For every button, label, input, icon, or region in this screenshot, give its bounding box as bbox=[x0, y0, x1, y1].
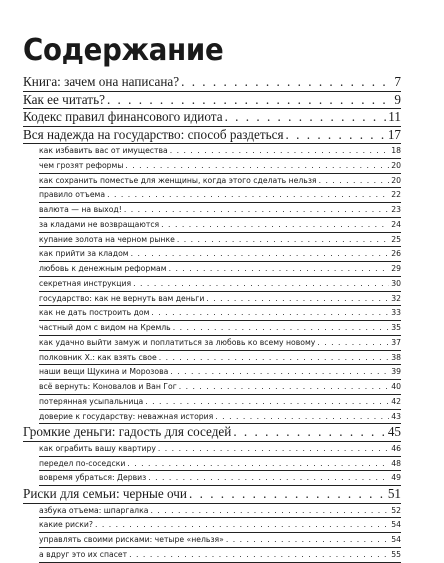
toc-entry-title: управлять своими рисками: четыре «нельзя» bbox=[39, 535, 224, 544]
dot-leader bbox=[95, 518, 389, 532]
toc-section[interactable] bbox=[39, 504, 401, 519]
toc-entry-title: купание золота на черном рынке bbox=[39, 234, 175, 244]
toc-entry-title: как сохранить поместье для женщины, когда этого сделать нельзя bbox=[39, 175, 317, 185]
toc-entry-page: 55 bbox=[391, 549, 401, 559]
toc-section[interactable] bbox=[39, 277, 401, 292]
dot-leader bbox=[179, 380, 389, 394]
toc-entry-title: доверие к государству: неважная история bbox=[39, 411, 214, 421]
toc-entry-title: как прийти за кладом bbox=[39, 249, 129, 259]
toc-entry-title: Кодекс правил финансового идиота bbox=[23, 109, 223, 124]
toc-section[interactable] bbox=[39, 306, 401, 321]
toc-chapter[interactable] bbox=[23, 109, 401, 127]
toc-section[interactable] bbox=[39, 144, 401, 159]
toc-chapter[interactable] bbox=[23, 486, 401, 504]
toc-section[interactable] bbox=[39, 548, 401, 563]
toc-entry-title: валюта — на выход! bbox=[39, 205, 122, 214]
dot-leader bbox=[133, 277, 389, 291]
toc-entry-page: 20 bbox=[391, 160, 401, 170]
dot-leader bbox=[127, 457, 389, 471]
toc-section[interactable] bbox=[39, 262, 401, 277]
dot-leader bbox=[124, 203, 389, 217]
toc-entry-title: Риски для семьи: черные очи bbox=[23, 486, 187, 501]
toc-section[interactable] bbox=[39, 351, 401, 366]
toc-chapter[interactable] bbox=[23, 74, 401, 92]
toc-chapter[interactable] bbox=[23, 424, 401, 442]
toc-entry-page: 49 bbox=[391, 473, 401, 483]
toc-entry-page: 11 bbox=[388, 109, 401, 124]
dot-leader bbox=[107, 188, 389, 202]
toc-entry-title: как не дать построить дом bbox=[39, 308, 150, 318]
toc-entry-title: как ограбить вашу квартиру bbox=[39, 443, 156, 453]
toc-chapter[interactable] bbox=[23, 92, 401, 110]
toc-section[interactable] bbox=[39, 410, 401, 425]
toc-entry-title: государство: как не вернуть вам деньги bbox=[39, 293, 205, 303]
toc-section[interactable] bbox=[39, 471, 401, 486]
dot-leader bbox=[169, 262, 390, 276]
dot-leader bbox=[107, 92, 392, 109]
toc-section[interactable] bbox=[39, 174, 401, 189]
toc-section[interactable] bbox=[39, 292, 401, 307]
toc-entry-page: 39 bbox=[391, 367, 401, 377]
toc-entry-title: правило отъема bbox=[39, 190, 106, 200]
toc-entry-title: потерянная усыпальница bbox=[39, 396, 144, 406]
dot-leader bbox=[151, 306, 389, 320]
toc-entry-page: 45 bbox=[387, 424, 401, 440]
toc-entry-page: 35 bbox=[391, 323, 401, 332]
toc-entry-title: всё вернуть: Коновалов и Ван Гог bbox=[39, 382, 177, 391]
toc-entry-page: 48 bbox=[391, 458, 401, 468]
toc-section[interactable] bbox=[39, 247, 401, 262]
dot-leader bbox=[206, 292, 389, 306]
toc-entry-page: 51 bbox=[387, 486, 401, 501]
toc-entry-title: любовь к денежным реформам bbox=[39, 264, 167, 273]
toc-entry-title: вовремя убраться: Дервиз bbox=[39, 473, 147, 483]
toc-section[interactable] bbox=[39, 233, 401, 248]
toc-section[interactable] bbox=[39, 365, 401, 380]
toc-entry-page: 40 bbox=[391, 382, 401, 391]
toc-entry-page: 33 bbox=[391, 308, 401, 318]
toc-entry-page: 38 bbox=[391, 352, 401, 362]
dot-leader bbox=[317, 336, 389, 350]
page-title: Содержание bbox=[23, 33, 224, 68]
toc-entry-title: а вдруг это их спасет bbox=[39, 549, 128, 559]
dot-leader bbox=[150, 504, 389, 518]
toc-entry-page: 54 bbox=[391, 520, 401, 530]
toc-entry-page: 26 bbox=[391, 249, 401, 259]
toc-entry-page: 29 bbox=[391, 264, 401, 273]
toc-entry-page: 32 bbox=[391, 293, 401, 303]
toc-section[interactable] bbox=[39, 380, 401, 395]
toc-section[interactable] bbox=[39, 457, 401, 472]
dot-leader bbox=[129, 548, 389, 562]
toc-entry-title: Громкие деньги: гадость для соседей bbox=[23, 424, 232, 440]
dot-leader bbox=[226, 533, 389, 547]
toc-entry-title: Книга: зачем она написана? bbox=[23, 74, 180, 89]
toc-entry-page: 25 bbox=[391, 234, 401, 244]
toc-entry-page: 22 bbox=[391, 190, 401, 200]
toc-entry-title: за кладами не возвращаются bbox=[39, 219, 160, 229]
toc-entry-page: 24 bbox=[391, 219, 401, 229]
toc-section[interactable] bbox=[39, 442, 401, 457]
toc-entry-page: 43 bbox=[391, 411, 401, 421]
dot-leader bbox=[145, 395, 389, 409]
toc-entry-title: секретная инструкция bbox=[39, 278, 132, 288]
dot-leader bbox=[159, 351, 390, 365]
dot-leader bbox=[170, 144, 389, 158]
toc-entry-title: как избавить вас от имущества bbox=[39, 146, 168, 155]
toc-section[interactable] bbox=[39, 321, 401, 336]
toc-section[interactable] bbox=[39, 188, 401, 203]
toc-entry-title: Вся надежда на государство: способ раздеться bbox=[23, 126, 284, 142]
dot-leader bbox=[181, 74, 392, 91]
dot-leader bbox=[170, 365, 389, 379]
dot-leader bbox=[173, 321, 389, 335]
toc-entry-page: 7 bbox=[394, 74, 401, 89]
toc-entry-title: наши вещи Щукина и Морозова bbox=[39, 367, 169, 377]
toc-entry-title: частный дом с видом на Кремль bbox=[39, 323, 171, 332]
dot-leader bbox=[189, 486, 386, 503]
dot-leader bbox=[215, 410, 389, 424]
dot-leader bbox=[286, 127, 386, 144]
toc-entry-page: 17 bbox=[387, 126, 401, 142]
toc-section[interactable] bbox=[39, 203, 401, 218]
toc-entry-title: азбука отъема: шпаргалка bbox=[39, 505, 149, 515]
dot-leader bbox=[131, 247, 390, 261]
dot-leader bbox=[125, 159, 389, 173]
toc-entry-title: чем грозят реформы bbox=[39, 160, 124, 170]
toc-entry-page: 46 bbox=[391, 443, 401, 453]
toc-entry-page: 37 bbox=[391, 337, 401, 347]
dot-leader bbox=[161, 218, 389, 232]
dot-leader bbox=[319, 174, 390, 188]
dot-leader bbox=[148, 471, 389, 485]
toc-entry-title: как удачно выйти замуж и поплатиться за любовь ко всему новому bbox=[39, 337, 316, 347]
toc-entry-title: полковник Х.: как взять свое bbox=[39, 352, 157, 362]
toc-section[interactable] bbox=[39, 159, 401, 174]
dot-leader bbox=[233, 424, 385, 441]
toc-entry-page: 9 bbox=[394, 91, 401, 107]
toc-entry-page: 42 bbox=[391, 396, 401, 406]
toc-entry-title: Как ее читать? bbox=[23, 91, 105, 107]
toc-entry-page: 30 bbox=[391, 278, 401, 288]
toc-section[interactable] bbox=[39, 518, 401, 533]
toc-section[interactable] bbox=[39, 533, 401, 548]
table-of-contents bbox=[23, 74, 401, 563]
toc-chapter[interactable] bbox=[23, 127, 401, 145]
toc-section[interactable] bbox=[39, 336, 401, 351]
toc-entry-page: 52 bbox=[391, 505, 401, 515]
toc-entry-title: какие риски? bbox=[39, 520, 93, 530]
dot-leader bbox=[225, 109, 387, 126]
dot-leader bbox=[177, 233, 389, 247]
toc-entry-page: 54 bbox=[391, 535, 401, 544]
toc-section[interactable] bbox=[39, 395, 401, 410]
dot-leader bbox=[158, 442, 389, 456]
toc-entry-page: 23 bbox=[391, 205, 401, 214]
toc-entry-page: 20 bbox=[391, 175, 401, 185]
toc-section[interactable] bbox=[39, 218, 401, 233]
toc-entry-title: передел по-соседски bbox=[39, 458, 126, 468]
toc-entry-page: 18 bbox=[391, 146, 401, 155]
